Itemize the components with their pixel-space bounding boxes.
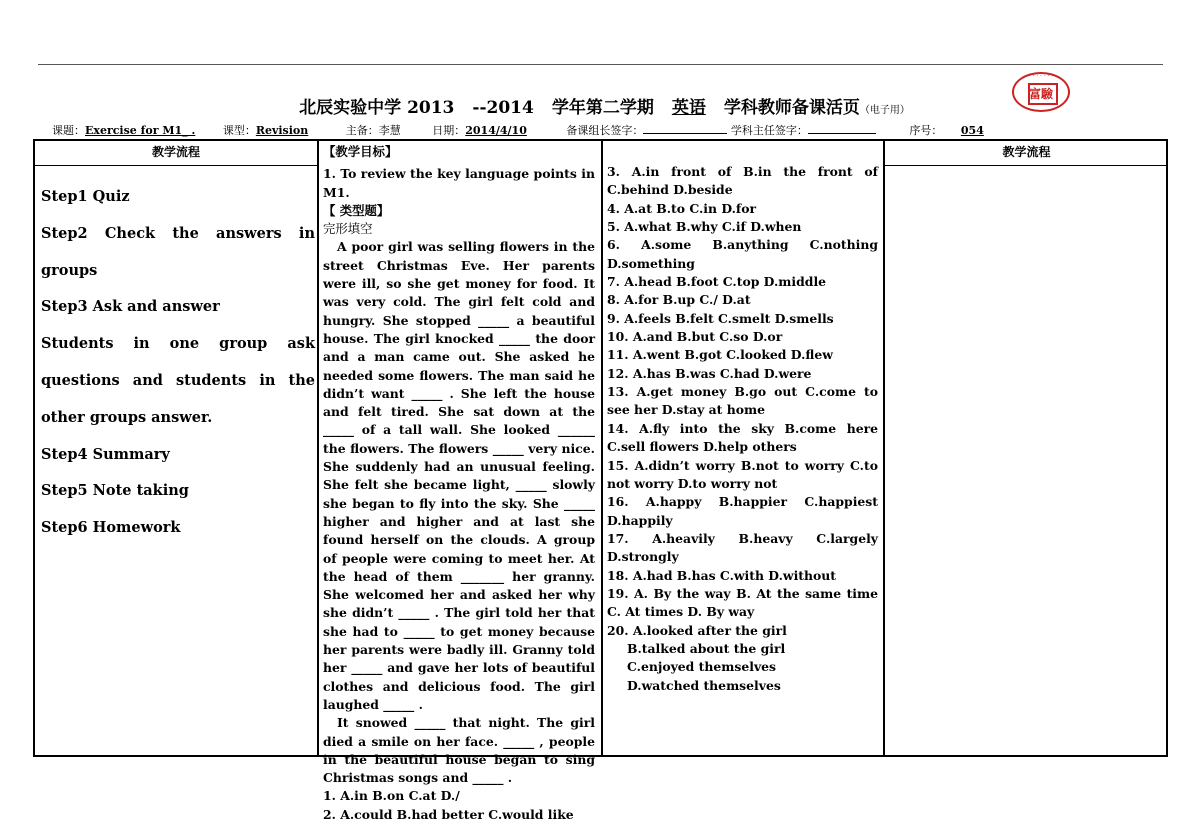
- seal-text: 富驗: [1028, 87, 1053, 101]
- title-page-name: 学科教师备课活页: [723, 98, 860, 118]
- column-divider: [317, 141, 319, 755]
- type-value: Revision: [255, 124, 309, 137]
- step-item: Students in one group ask questions and students in the other groups answer.: [41, 335, 315, 426]
- serial-value: 054: [960, 124, 984, 137]
- page-title: [0, 93, 1200, 118]
- subject-sign-field: [808, 122, 876, 134]
- objective-goal: 1. To review the key language points in M1.: [323, 166, 595, 200]
- title-year-end: --2014: [472, 98, 534, 118]
- title-note: （电子用）: [859, 105, 910, 116]
- option-item: 17. A.heavily B.heavy C.largely D.strongly: [607, 530, 878, 565]
- option-item: 20. A.looked after the girl: [607, 622, 787, 638]
- meta-row: [52, 122, 1002, 138]
- group-sign-field: [643, 122, 727, 134]
- group-sign-label: 备课组长签字：: [566, 124, 644, 137]
- title-term: 学年第二学期: [551, 98, 654, 118]
- date-label: 日期：: [432, 124, 466, 137]
- flow-heading-right: 教学流程: [1002, 145, 1051, 159]
- subject-sign-label: 学科主任签字：: [730, 124, 808, 137]
- lead-value: 李慧: [378, 124, 401, 137]
- school-seal-icon: · · · · · · · 富驗: [1012, 72, 1070, 112]
- option-item: 3. A.in front of B.in the front of C.behind D.beside: [607, 164, 878, 198]
- option-item: 10. A.and B.but C.so D.or: [607, 329, 783, 345]
- option-item: 11. A.went B.got C.looked D.flew: [607, 347, 833, 363]
- options-column: [607, 163, 878, 695]
- flow-heading-left: 教学流程: [151, 145, 200, 159]
- step-item: Step4 Summary: [41, 445, 170, 463]
- option-item: 13. A.get money B.go out C.come to see her D.stay at home: [607, 384, 878, 418]
- column-divider: [601, 141, 603, 755]
- date-value: 2014/4/10: [465, 124, 527, 137]
- title-subject: 英语: [671, 98, 706, 118]
- option-item: 14. A.fly into the sky B.come here C.sell flowers D.help others: [607, 420, 878, 455]
- serial-label: 序号：: [909, 124, 943, 137]
- question-item: 2. A.could B.had better C.would like: [323, 806, 574, 822]
- title-school-year: 北辰实验中学 2013: [299, 98, 455, 118]
- objectives-column: [323, 143, 595, 824]
- header-divider: [35, 165, 317, 166]
- option-item: C.enjoyed themselves: [627, 659, 777, 675]
- topic-label: 课题：: [52, 124, 85, 137]
- teaching-steps: [41, 179, 315, 547]
- option-item: 4. A.at B.to C.in D.for: [607, 200, 757, 216]
- option-item: 18. A.had B.has C.with D.without: [607, 567, 837, 583]
- header-rule: [38, 64, 1163, 65]
- lead-label: 主备：: [345, 124, 379, 137]
- column-divider: [883, 141, 885, 755]
- option-item: 12. A.has B.was C.had D.were: [607, 365, 812, 381]
- objectives-heading: 【教学目标】: [323, 144, 398, 159]
- header-divider: [885, 165, 1168, 166]
- question-item: 1. A.in B.on C.at D./: [323, 788, 460, 804]
- type-label: 课型：: [222, 124, 256, 137]
- step-item: Step6 Homework: [41, 519, 181, 537]
- task-name: 完形填空: [323, 221, 373, 237]
- step-item: Step3 Ask and answer: [41, 298, 220, 316]
- option-item: 6. A.some B.anything C.nothing D.something: [607, 237, 878, 271]
- topic-value: Exercise for M1_ .: [85, 124, 196, 137]
- option-item: 5. A.what B.why C.if D.when: [607, 219, 802, 235]
- option-item: B.talked about the girl: [627, 640, 786, 656]
- option-item: 9. A.feels B.felt C.smelt D.smells: [607, 310, 834, 326]
- lesson-table: [33, 139, 1168, 822]
- option-item: 15. A.didn’t worry B.not to worry C.to not worry D.to worry not: [607, 457, 878, 491]
- step-item: Step2 Check the answers in groups: [41, 224, 315, 279]
- step-item: Step5 Note taking: [41, 482, 189, 500]
- option-item: 8. A.for B.up C./ D.at: [607, 292, 751, 308]
- type-heading: 【 类型题】: [323, 202, 390, 218]
- cloze-passage-end: It snowed _____ that night. The girl died a smile on her face. _____ , people in the beautiful house began to sing Christmas songs and _____ .: [323, 715, 595, 786]
- cloze-passage: A poor girl was selling flowers in the street Christmas Eve. Her parents were ill, so she get money for food. It was very cold. The girl felt cold and hungry. She stopped _____ a beautiful house. The girl knocked _____ the door and a man came out. She asked he needed some flowers. The man said he didn’t want _____ . She left the house and felt tired. She sat down at the _____ of a tall wall. She looked ______ the flowers. The flowers _____ very nice. She suddenly had an unusual feeling. She felt she became light, _____ slowly she began to fly into the sky. She _____ higher and higher and at last she found herself on the clouds. A group of people were coming to meet her. At the head of them _______ her granny. She welcomed her and asked her why she didn’t _____ . The girl told her that she had to _____ to get money because her parents were badly ill. Granny told her _____ and gave her lots of beautiful clothes and delicious food. The girl laughed _____ .: [323, 239, 595, 712]
- option-item: D.watched themselves: [627, 677, 781, 693]
- step-item: Step1 Quiz: [41, 188, 130, 205]
- option-item: 16. A.happy B.happier C.happiest D.happily: [607, 494, 878, 528]
- option-item: 7. A.head B.foot C.top D.middle: [607, 274, 827, 290]
- option-item: 19. A. By the way B. At the same time C. At times D. By way: [607, 585, 878, 620]
